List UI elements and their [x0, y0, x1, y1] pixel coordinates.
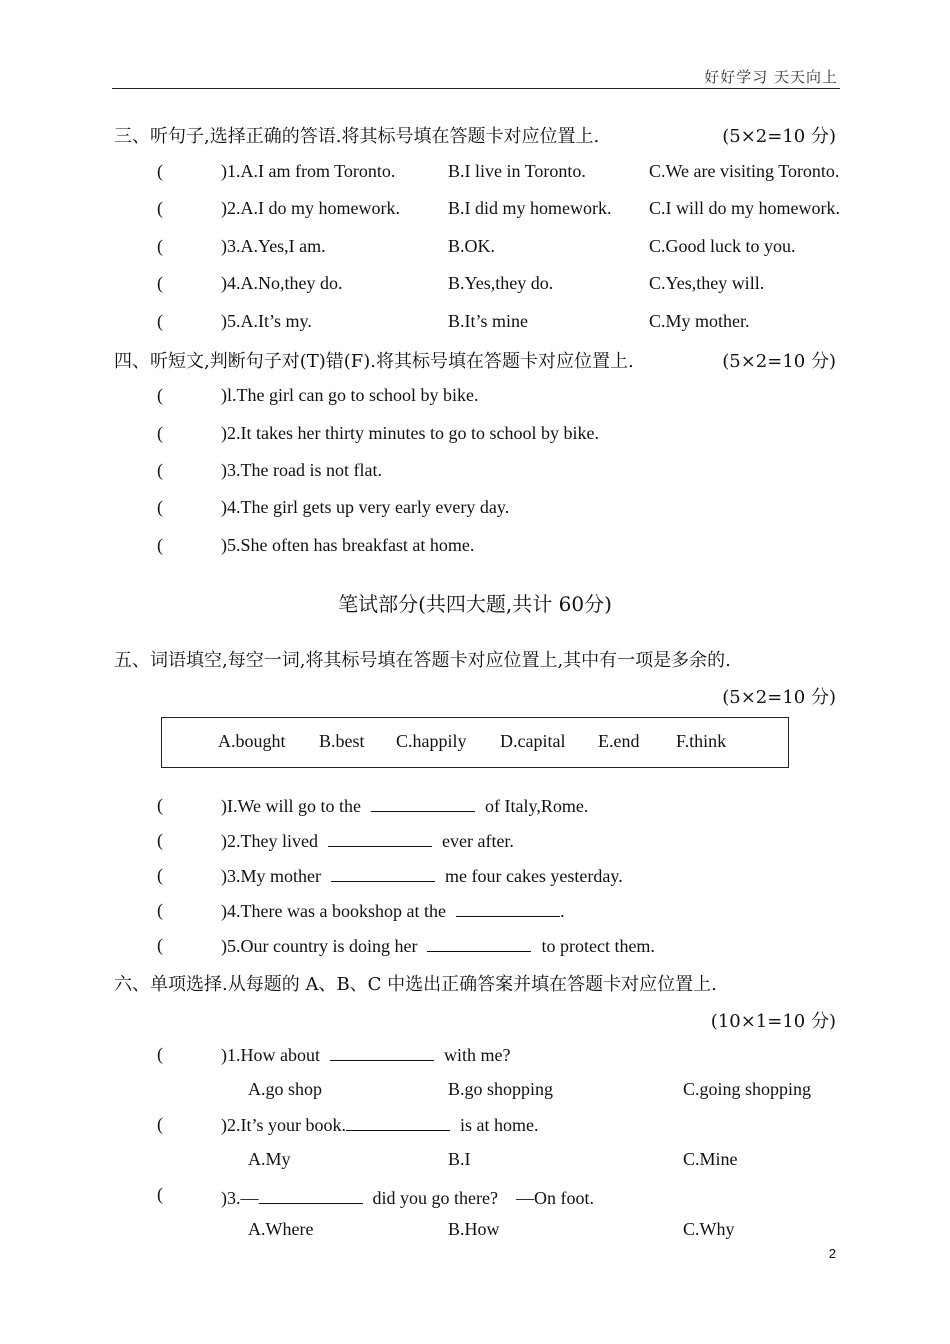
option-b: B.How [448, 1219, 500, 1239]
answer-paren: ( [157, 830, 163, 850]
word-option: D.capital [500, 731, 566, 751]
question-row [0, 236, 950, 260]
section-5-score: (5×2=10 分) [722, 687, 836, 708]
option-c: C.I will do my homework. [649, 198, 840, 218]
section-4-score: (5×2=10 分) [722, 351, 836, 372]
blank-line [371, 795, 475, 812]
option-c: C.Mine [683, 1149, 738, 1169]
question-text: )I.We will go to the of Italy,Rome. [221, 796, 589, 816]
option-a: A.My [248, 1149, 291, 1169]
option-row [0, 1149, 950, 1173]
answer-paren: ( [157, 497, 163, 517]
answer-paren: ( [157, 900, 163, 920]
question-text: )3.My mother me four cakes yesterday. [221, 866, 623, 886]
question-row [0, 385, 950, 409]
header-divider [112, 88, 840, 89]
question-text: )l.The girl can go to school by bike. [221, 385, 479, 405]
question-text: )5.Our country is doing her to protect them. [221, 936, 655, 956]
question-row [0, 935, 950, 959]
question-text: )3.The road is not flat. [221, 460, 382, 480]
section-3-score: (5×2=10 分) [722, 126, 836, 147]
option-b: B.I did my homework. [448, 198, 612, 218]
word-option: E.end [598, 731, 640, 751]
question-row [0, 795, 950, 819]
option-b: B.OK. [448, 236, 496, 256]
option-b: B.I [448, 1149, 471, 1169]
question-row [0, 273, 950, 297]
word-option: C.happily [396, 731, 467, 751]
question-text: )2.They lived ever after. [221, 831, 514, 851]
option-c: C.My mother. [649, 311, 750, 331]
option-c: C.Why [683, 1219, 735, 1239]
question-text: )5.A.It’s my. [221, 311, 312, 331]
word-option: F.think [676, 731, 727, 751]
question-text: )5.She often has breakfast at home. [221, 535, 475, 555]
question-text: )3.— did you go there? —On foot. [221, 1188, 594, 1208]
word-option: B.best [319, 731, 365, 751]
section-4-title: 四、听短文,判断句子对(T)错(F).将其标号填在答题卡对应位置上. [114, 351, 634, 372]
answer-paren: ( [157, 236, 163, 256]
section-5-title: 五、词语填空,每空一词,将其标号填在答题卡对应位置上,其中有一项是多余的. [114, 650, 731, 671]
question-row [0, 865, 950, 889]
answer-paren: ( [157, 385, 163, 405]
question-row [0, 830, 950, 854]
blank-line [331, 865, 435, 882]
question-row [0, 460, 950, 484]
section-6-title: 六、单项选择.从每题的 A、B、C 中选出正确答案并填在答题卡对应位置上. [114, 974, 717, 995]
question-text: )2.It’s your book. is at home. [221, 1115, 539, 1135]
answer-paren: ( [157, 198, 163, 218]
option-row [0, 1079, 950, 1103]
answer-paren: ( [157, 935, 163, 955]
blank-line [427, 935, 531, 952]
blank-line [456, 900, 560, 917]
question-text: )1.How about with me? [221, 1045, 511, 1065]
answer-paren: ( [157, 161, 163, 181]
question-row [0, 535, 950, 559]
section-3-title: 三、听句子,选择正确的答语.将其标号填在答题卡对应位置上. [114, 126, 600, 147]
written-part-title: 笔试部分(共四大题,共计 60分) [338, 592, 612, 616]
section-6-score: (10×1=10 分) [710, 1011, 836, 1032]
question-text: )4.The girl gets up very early every day. [221, 497, 510, 517]
option-c: C.Yes,they will. [649, 273, 765, 293]
header-motto: 好好学习 天天向上 [704, 68, 838, 86]
answer-paren: ( [157, 423, 163, 443]
question-text: )2.A.I do my homework. [221, 198, 400, 218]
answer-paren: ( [157, 795, 163, 815]
answer-paren: ( [157, 865, 163, 885]
option-c: C.Good luck to you. [649, 236, 796, 256]
answer-paren: ( [157, 460, 163, 480]
page-number: 2 [828, 1246, 836, 1261]
question-row [0, 1114, 950, 1138]
blank-line [330, 1044, 434, 1061]
answer-paren: ( [157, 273, 163, 293]
answer-paren: ( [157, 1044, 163, 1064]
question-text: )1.A.I am from Toronto. [221, 161, 396, 181]
question-text: )4.A.No,they do. [221, 273, 343, 293]
question-row [0, 1044, 950, 1068]
answer-paren: ( [157, 535, 163, 555]
question-text: )3.A.Yes,I am. [221, 236, 326, 256]
word-option: A.bought [218, 731, 286, 751]
word-bank-box [161, 717, 789, 768]
question-row [0, 497, 950, 521]
option-b: B.I live in Toronto. [448, 161, 586, 181]
question-text: )4.There was a bookshop at the . [221, 901, 565, 921]
option-b: B.It’s mine [448, 311, 528, 331]
question-row [0, 198, 950, 222]
option-a: A.go shop [248, 1079, 323, 1099]
answer-paren: ( [157, 1184, 163, 1204]
question-row [0, 900, 950, 924]
option-b: B.go shopping [448, 1079, 554, 1099]
option-c: C.going shopping [683, 1079, 812, 1099]
question-row [0, 311, 950, 335]
option-a: A.Where [248, 1219, 314, 1239]
question-row [0, 1184, 950, 1208]
question-text: )2.It takes her thirty minutes to go to school by bike. [221, 423, 599, 443]
question-row [0, 423, 950, 447]
option-row [0, 1219, 950, 1243]
option-c: C.We are visiting Toronto. [649, 161, 840, 181]
question-row [0, 161, 950, 185]
blank-line [259, 1187, 363, 1204]
blank-line [328, 830, 432, 847]
answer-paren: ( [157, 311, 163, 331]
answer-paren: ( [157, 1114, 163, 1134]
blank-line [346, 1114, 450, 1131]
option-b: B.Yes,they do. [448, 273, 554, 293]
